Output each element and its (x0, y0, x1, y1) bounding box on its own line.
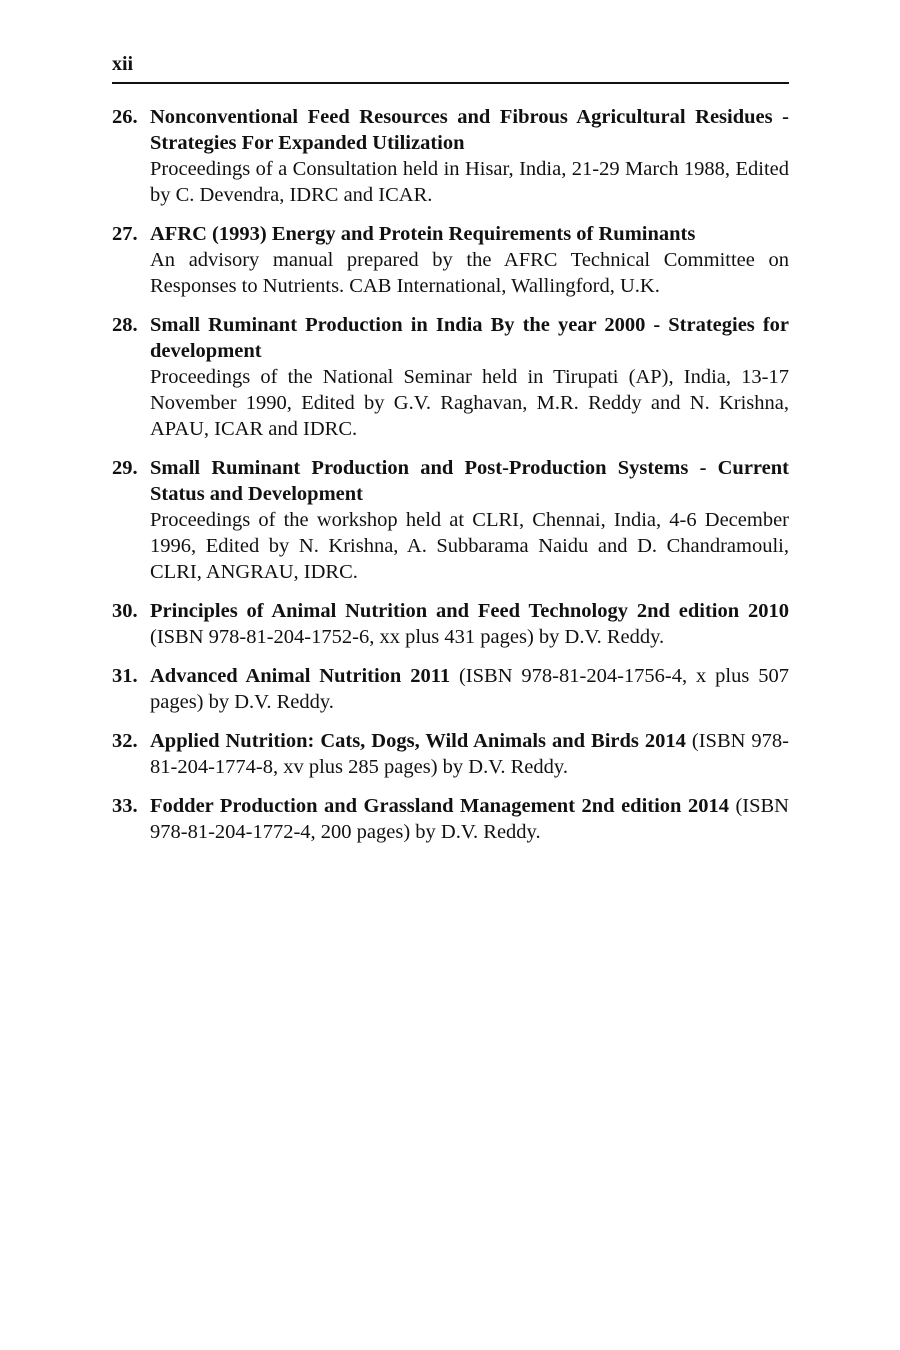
entry-title: AFRC (1993) Energy and Protein Requirements of Ruminants (150, 223, 696, 245)
reference-entry-27 (112, 221, 789, 299)
entry-number: 31. (112, 665, 138, 687)
reference-entry-29 (112, 455, 789, 585)
entry-number: 27. (112, 223, 138, 245)
entry-number: 29. (112, 457, 138, 479)
entry-number: 33. (112, 795, 138, 817)
reference-list (112, 104, 789, 858)
entry-detail: Proceedings of the workshop held at CLRI, Chennai, India, 4-6 December 1996, Edited by N. Krishna, A. Subbarama Naidu and D. Chandramouli, CLRI, ANGRAU, IDRC. (150, 509, 789, 583)
reference-entry-33 (112, 793, 789, 845)
reference-entry-28 (112, 312, 789, 442)
entry-title: Small Ruminant Production and Post-Production Systems - Current Status and Development (150, 457, 789, 505)
entry-title: Applied Nutrition: Cats, Dogs, Wild Animals and Birds 2014 (150, 730, 692, 752)
entry-number: 28. (112, 314, 138, 336)
entry-detail: An advisory manual prepared by the AFRC Technical Committee on Responses to Nutrients. CAB International, Wallingford, U.K. (150, 249, 789, 297)
entry-number: 26. (112, 106, 138, 128)
page-number: xii (112, 53, 134, 75)
entry-number: 30. (112, 600, 138, 622)
entry-number: 32. (112, 730, 138, 752)
entry-title: Fodder Production and Grassland Management 2nd edition 2014 (150, 795, 736, 817)
entry-detail: (ISBN 978-81-204-1752-6, xx plus 431 pages) by D.V. Reddy. (150, 626, 665, 648)
entry-detail: Proceedings of the National Seminar held in Tirupati (AP), India, 13-17 November 1990, Edited by G.V. Raghavan, M.R. Reddy and N. Krishna, APAU, ICAR and IDRC. (150, 366, 789, 440)
reference-entry-32 (112, 728, 789, 780)
entry-title: Principles of Animal Nutrition and Feed Technology 2nd edition 2010 (150, 600, 789, 622)
entry-title: Nonconventional Feed Resources and Fibrous Agricultural Residues - Strategies For Expanded Utilization (150, 106, 789, 154)
entry-detail: (ISBN 978-81-204-1756-4, x plus 507 pages) by D.V. Reddy. (150, 665, 789, 713)
reference-entry-30 (112, 598, 789, 650)
entry-title: Small Ruminant Production in India By the year 2000 - Strategies for development (150, 314, 789, 362)
entry-title: Advanced Animal Nutrition 2011 (150, 665, 459, 687)
entry-detail: Proceedings of a Consultation held in Hisar, India, 21-29 March 1988, Edited by C. Devendra, IDRC and ICAR. (150, 158, 789, 206)
entry-detail: (ISBN 978-81-204-1772-4, 200 pages) by D.V. Reddy. (150, 795, 789, 843)
reference-entry-26 (112, 104, 789, 208)
reference-entry-31 (112, 663, 789, 715)
entry-detail: (ISBN 978-81-204-1774-8, xv plus 285 pages) by D.V. Reddy. (150, 730, 790, 778)
header-rule (112, 82, 789, 84)
